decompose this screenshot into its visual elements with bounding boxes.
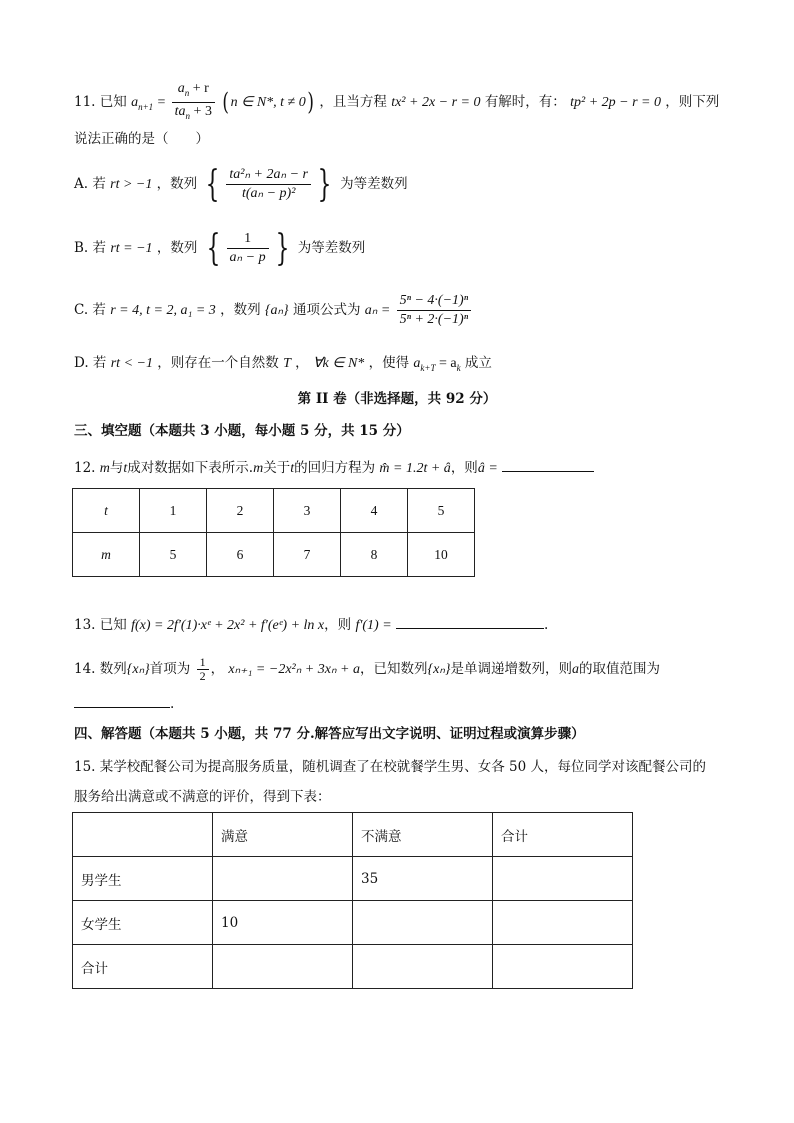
q11-lhs: $a_{n+1}$ (131, 94, 154, 112)
q11-option-a: A. 若 rt > −1 ，数列 { $\frac{\text{ta²ₙ + 2aₙ − r}}{\text{t(aₙ − p)²}}$ } 为等差数列 (74, 163, 408, 205)
table-row: 满意 不满意 合计 (73, 813, 633, 857)
table-row: 合计 (73, 945, 633, 989)
q13-equation: f(x) = 2f′(1)·xᵉ + 2x² + f′(eᵉ) + ln x (131, 618, 325, 633)
part2-title: 第 II 卷（非选择题，共 92 分） (297, 391, 497, 407)
q14-answer-blank[interactable] (74, 707, 170, 708)
q14-recurrence: xₙ₊₁ = −2x²ₙ + 3xₙ + a (228, 662, 360, 677)
section3-title: 三、填空题（本题共 3 小题，每小题 5 分，共 15 分） (74, 423, 410, 439)
table-row: 男学生 35 (73, 857, 633, 901)
q11-prefix: 已知 (99, 93, 127, 110)
q14-first-term: $\frac{1}{2}$ (197, 656, 209, 683)
q12-equation: m̂ = 1.2t + â (379, 461, 451, 476)
table-row: 女学生 10 (73, 901, 633, 945)
q15-survey-table (72, 812, 633, 989)
q13-stem: 13. 已知 f(x) = 2f′(1)·xᵉ + 2x² + f′(eᵉ) + ln x，则 f′(1) = . (74, 617, 549, 633)
q12-data-table (72, 488, 475, 577)
q15-stem-line2: 服务给出满意或不满意的评价，得到下表： (74, 789, 331, 805)
q11-equation1: tx² + 2x − r = 0 (391, 94, 481, 110)
q11-option-b: B. 若 rt = −1 ，数列 { $\frac{1}{\text{aₙ − p}}$ } 为等差数列 (74, 227, 366, 269)
q11-stem-line1: 11. 已知 $a_{n+1}$ = $\frac{a_n + r}{ta_n + 3}$ (n ∈ N*, t ≠ 0) ，且当方程 tx² + 2x − r = 0 有解时，有： tp² + 2p − r = 0 ，则下列 (74, 80, 719, 125)
q11-option-c: C. 若 r = 4, t = 2, a₁ = 3 ，数列 {aₙ} 通项公式为 aₙ = $\frac{\text{5ⁿ − 4·(−1)ⁿ}}{\text{5ⁿ + 2·(−1)ⁿ}}$ (74, 292, 473, 329)
q11-fraction: $\frac{a_n + r}{ta_n + 3}$ (172, 80, 215, 125)
table-row: t 1 2 3 4 5 (73, 489, 475, 533)
q11-condition: n ∈ N*, t ≠ 0 (230, 94, 306, 110)
q11-option-d: D. 若 rt < −1 ，则存在一个自然数 T ， ∀k ∈ N* ，使得 $a_{k+T} = a_k$ 成立 (74, 355, 492, 373)
q11-tail: ，则下列 (665, 93, 720, 110)
q14-stem: 14. 数列{xₙ}首项为 $\frac{1}{2}$ ， xₙ₊₁ = −2x²ₙ + 3xₙ + a，已知数列{xₙ}是单调递增数列，则a的取值范围为 (74, 655, 660, 683)
q15-stem-line1: 15. 某学校配餐公司为提高服务质量，随机调查了在校就餐学生男、女各 50 人，每位同学对该配餐公司的 (74, 759, 707, 775)
q11-equation2: tp² + 2p − r = 0 (570, 94, 661, 110)
section4-title: 四、解答题（本题共 5 小题，共 77 分.解答应写出文字说明、证明过程或演算步骤） (74, 726, 585, 742)
q11-mid-text2: 有解时，有： (484, 93, 566, 110)
q14-answer-line: . (74, 694, 174, 714)
q13-answer-blank[interactable] (396, 628, 544, 629)
table-row: m 5 6 7 8 10 (73, 533, 475, 577)
q12-answer-blank[interactable] (502, 471, 594, 472)
q11-stem-line2: 说法正确的是（ ） (74, 131, 209, 147)
q11-mid-text: ，且当方程 (319, 93, 387, 110)
q11-number: 11. (74, 93, 96, 110)
q12-stem: 12. m与t成对数据如下表所示.m关于t的回归方程为 m̂ = 1.2t + â，则â = (74, 458, 594, 479)
